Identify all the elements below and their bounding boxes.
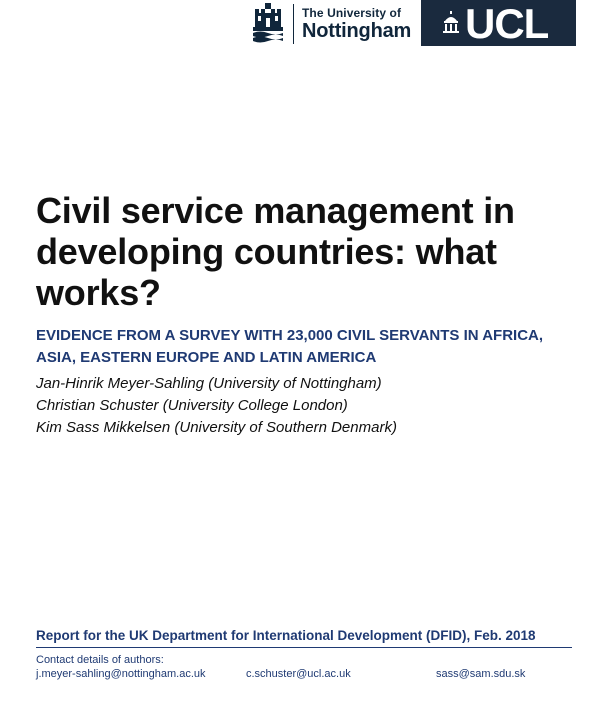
nottingham-line1: The University of	[302, 6, 402, 20]
nottingham-wordmark	[302, 7, 411, 41]
ucl-logo	[421, 0, 576, 46]
logo-separator	[293, 4, 294, 44]
author: Kim Sass Mikkelsen (University of Southern Denmark)	[36, 419, 397, 436]
author-email: j.meyer-sahling@nottingham.ac.uk	[36, 668, 206, 680]
document-subtitle: EVIDENCE FROM A SURVEY WITH 23,000 CIVIL SERVANTS IN AFRICA, ASIA, EASTERN EUROPE AND LATIN AMERICA	[36, 327, 544, 366]
nottingham-line2: Nottingham	[302, 20, 412, 42]
author: Jan-Hinrik Meyer-Sahling (University of Nottingham)	[36, 375, 382, 392]
author-email: c.schuster@ucl.ac.uk	[246, 668, 351, 680]
author-email: sass@sam.sdu.sk	[436, 668, 526, 680]
nottingham-logo	[251, 2, 411, 46]
contact-label: Contact details of authors:	[36, 654, 164, 666]
ucl-portico-icon	[441, 11, 461, 35]
header-logos	[0, 0, 607, 48]
report-line: Report for the UK Department for International Development (DFID), Feb. 2018	[36, 628, 536, 643]
ucl-wordmark: UCL	[465, 0, 549, 46]
divider	[36, 647, 572, 648]
nottingham-crest-icon	[251, 3, 285, 45]
document-title: Civil service management in developing countries: what works?	[36, 190, 515, 313]
author: Christian Schuster (University College London)	[36, 397, 348, 414]
author-list	[36, 373, 576, 439]
